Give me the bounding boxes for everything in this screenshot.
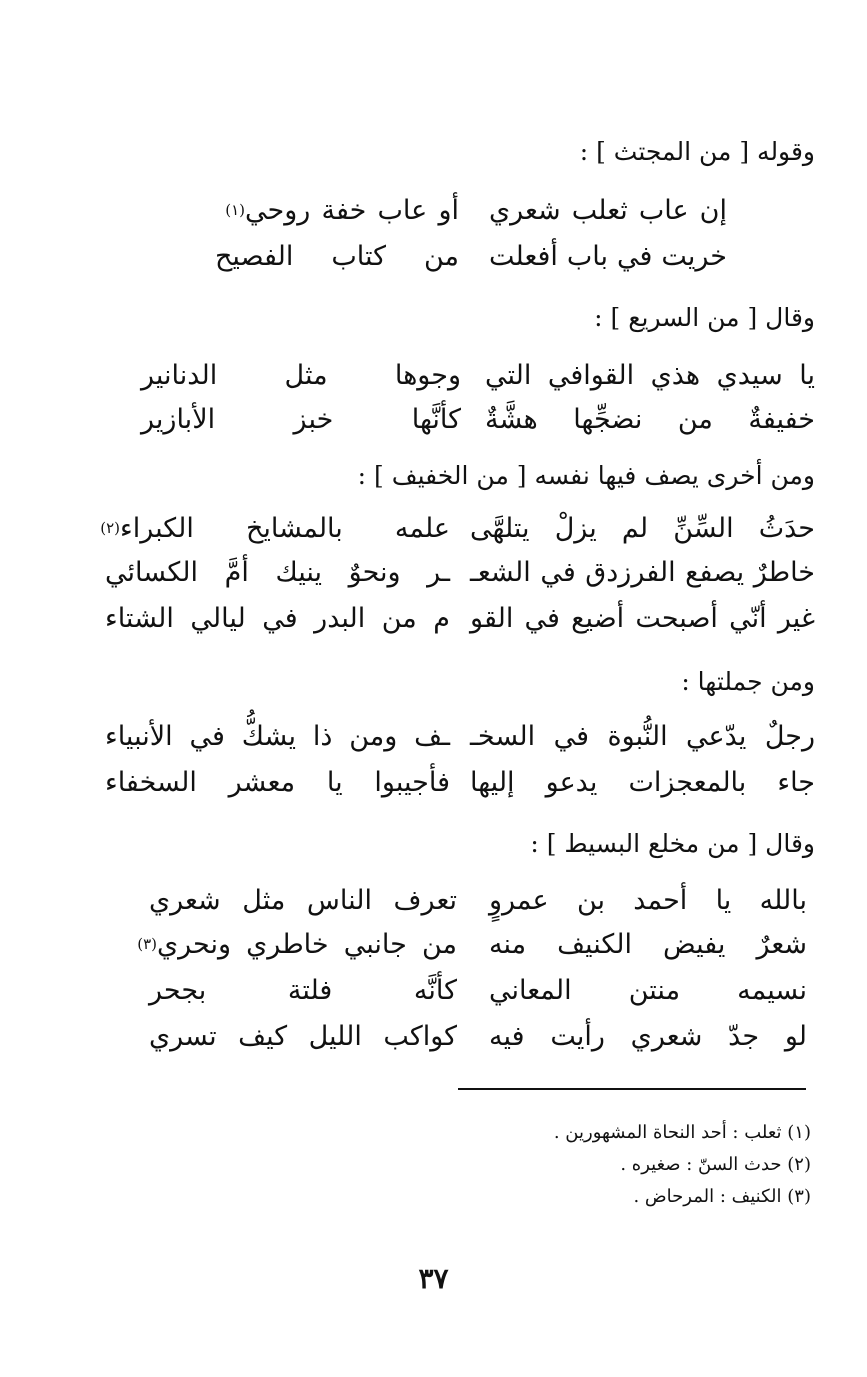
section-intro: وقال [ من السريع ] : — [594, 303, 815, 332]
verse-second-hemistich: كواكب الليل كيف تسري — [149, 1020, 457, 1052]
verse-second-hemistich: م من البدر في ليالي الشتاء — [105, 602, 450, 634]
verse-first-hemistich: جاء بالمعجزات يدعو إليها — [470, 766, 815, 798]
footnote-marker: (٣) — [137, 935, 157, 953]
verse-first-hemistich: بالله يا أحمد بن عمروٍ — [489, 884, 807, 916]
footnote-marker: (١) — [225, 201, 245, 219]
verse-line — [100, 598, 815, 638]
verse-first-hemistich: خفيفةٌ من نضجِّها هشَّةٌ — [485, 403, 815, 435]
verse-line — [100, 716, 815, 756]
footnote: (٣) الكنيف : المرحاض . — [633, 1186, 811, 1207]
verse-first-hemistich: خريت في باب أفعلت — [489, 240, 727, 272]
verse-line — [137, 1016, 807, 1056]
verse-second-hemistich: تعرف الناس مثل شعري — [149, 884, 457, 916]
verse-line — [135, 399, 815, 439]
verse-second-hemistich: ـف ومن ذا يشكُّ في الأنبياء — [105, 720, 450, 752]
verse-second-hemistich: كأنَّها خبز الأبازير — [141, 403, 461, 435]
footnote-separator — [458, 1088, 806, 1090]
verse-first-hemistich: إن عاب ثعلب شعري — [489, 194, 727, 226]
verse-second-hemistich: فأجيبوا يا معشر السخفاء — [105, 766, 450, 798]
verse-first-hemistich: نسيمه منتن المعاني — [489, 974, 807, 1006]
verse-second-hemistich: علمه بالمشايخ الكبراء — [120, 512, 450, 544]
verse-second-hemistich: ـر ونحوٌ ينيك أمَّ الكسائي — [105, 556, 450, 588]
verse-line — [117, 924, 807, 964]
page-number: ٣٧ — [418, 1262, 449, 1295]
verse-line — [100, 552, 815, 592]
footnote: (١) ثعلب : أحد النحاة المشهورين . — [553, 1122, 811, 1143]
section-intro: وقال [ من مخلع البسيط ] : — [530, 829, 815, 858]
verse-line — [137, 236, 727, 276]
verse-first-hemistich: غير أنّي أصبحت أضيع في القو — [470, 602, 815, 634]
verse-second-hemistich: من جانبي خاطري ونحري — [157, 928, 457, 960]
verse-first-hemistich: لو جدّ شعري رأيت فيه — [489, 1020, 807, 1052]
verse-second-hemistich: وجوها مثل الدنانير — [141, 359, 461, 391]
verse-line — [137, 880, 807, 920]
verse-first-hemistich: خاطرٌ يصفع الفرزدق في الشعـ — [470, 556, 815, 588]
verse-line — [137, 190, 727, 230]
verse-line — [100, 508, 815, 548]
section-intro: ومن جملتها : — [681, 667, 815, 696]
verse-line — [135, 355, 815, 395]
verse-first-hemistich: يا سيدي هذي القوافي التي — [485, 359, 815, 391]
section-intro: وقوله [ من المجتث ] : — [579, 137, 815, 166]
verse-first-hemistich: رجلٌ يدّعي النُّبوة في السخـ — [470, 720, 815, 752]
section-intro: ومن أخرى يصف فيها نفسه [ من الخفيف ] : — [357, 461, 815, 490]
footnote-marker: (٢) — [100, 519, 120, 537]
verse-first-hemistich: شعرٌ يفيض الكنيف منه — [489, 928, 807, 960]
footnote: (٢) حدث السنّ : صغيره . — [620, 1154, 811, 1175]
verse-first-hemistich: حدَثُ السِّنِّ لم يزلْ يتلهَّى — [470, 512, 815, 544]
verse-second-hemistich: أو عاب خفة روحي — [245, 194, 459, 226]
verse-line — [137, 970, 807, 1010]
verse-second-hemistich: من كتاب الفصيح — [215, 240, 459, 272]
verse-line — [100, 762, 815, 802]
verse-second-hemistich: كأنَّه فلتة بجحر — [149, 974, 457, 1006]
